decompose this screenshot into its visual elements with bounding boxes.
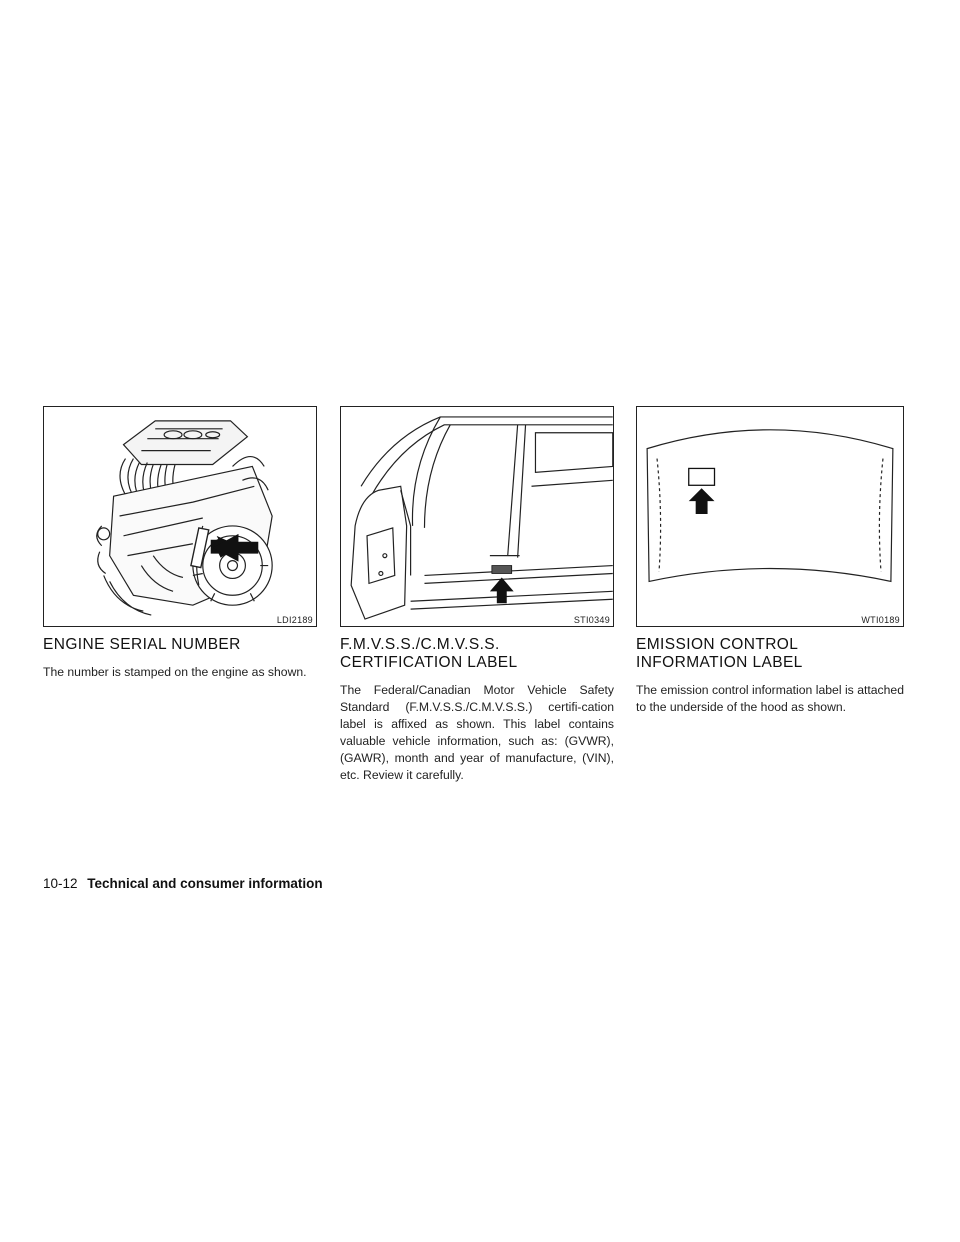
figure-code: STI0349 <box>573 615 610 625</box>
figure-code: LDI2189 <box>276 615 313 625</box>
section-body: The Federal/Canadian Motor Vehicle Safety Standard (F.M.V.S.S./C.M.V.S.S.) certifi-cation label is affixed as shown. This label contains valuable vehicle information, such as: (GVWR), (GAWR), month and year of manufacture, (VIN), etc. Review it carefully. <box>340 683 614 782</box>
chapter-title: Technical and consumer information <box>87 876 323 891</box>
emission-label-section <box>636 406 904 716</box>
hood-illustration <box>636 406 904 627</box>
section-heading: F.M.V.S.S./C.M.V.S.S. CERTIFICATION LABEL <box>340 636 518 671</box>
engine-drawing <box>44 407 316 626</box>
engine-serial-section <box>43 406 317 681</box>
door-drawing <box>341 407 613 626</box>
engine-illustration <box>43 406 317 627</box>
section-heading: ENGINE SERIAL NUMBER <box>43 636 241 653</box>
section-heading: EMISSION CONTROL INFORMATION LABEL <box>636 636 803 671</box>
door-jamb-illustration <box>340 406 614 627</box>
page-footer <box>43 876 323 891</box>
certification-label-section <box>340 406 614 784</box>
figure-code: WTI0189 <box>861 615 900 625</box>
section-body: The emission control information label is attached to the underside of the hood as shown. <box>636 683 904 714</box>
page-number: 10-12 <box>43 876 78 891</box>
section-body: The number is stamped on the engine as shown. <box>43 665 307 679</box>
hood-drawing <box>637 407 903 626</box>
